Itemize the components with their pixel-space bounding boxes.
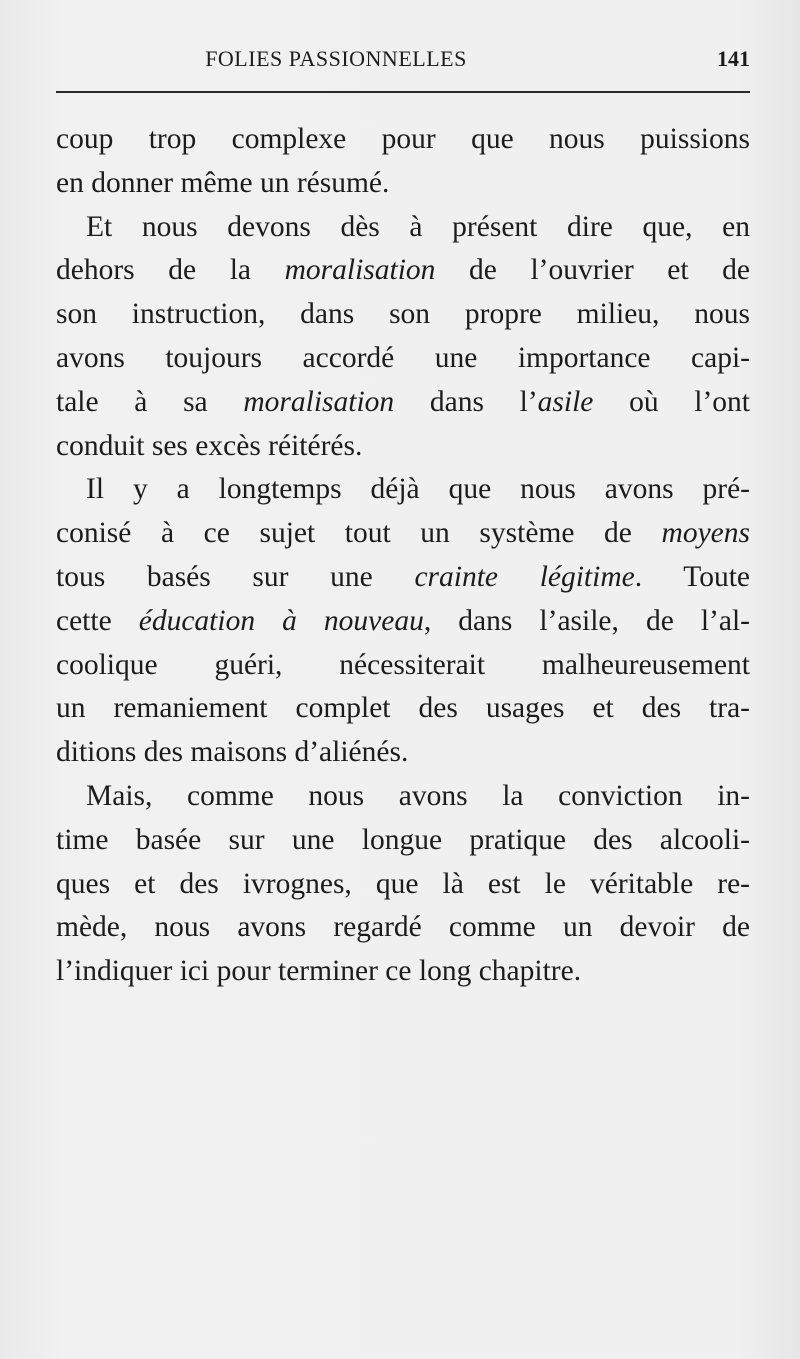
text-line: tale à sa moralisation dans l’asile où l’ont xyxy=(56,385,751,418)
text-line: Et nous devons dès à présent dire que, en xyxy=(86,210,750,243)
text-line: cette éducation à nouveau, dans l’asile, de l’al- xyxy=(56,604,750,637)
italic-text: moralisation xyxy=(284,254,436,287)
body-text xyxy=(56,118,750,994)
italic-text: éducation à nouveau xyxy=(138,604,424,637)
text-line: coolique guéri, nécessiterait malheureusement xyxy=(56,648,750,681)
paragraph xyxy=(56,118,750,206)
text-line: coup trop complexe pour que nous puissions xyxy=(56,123,750,155)
page-header xyxy=(56,44,750,74)
paragraph xyxy=(56,468,750,775)
text-line: son instruction, dans son propre milieu, nous xyxy=(56,298,750,331)
text-line: tous basés sur une crainte légitime. Toute xyxy=(56,560,750,593)
paragraph xyxy=(56,206,750,469)
text-line: un remaniement complet des usages et des tra- xyxy=(56,692,750,725)
text-line: ques et des ivrognes, que là est le véritable re- xyxy=(56,867,750,900)
running-title: FOLIES PASSIONNELLES xyxy=(205,46,467,71)
text-line: Mais, comme nous avons la conviction in- xyxy=(86,779,750,812)
text-line: avons toujours accordé une importance capi- xyxy=(56,341,750,374)
text-line: conduit ses excès réitérés. xyxy=(56,429,363,462)
italic-text: asile xyxy=(537,385,594,418)
italic-text: moralisation xyxy=(243,385,395,418)
text-line: dehors de la moralisation de l’ouvrier et de xyxy=(56,254,751,287)
italic-text: crainte légitime xyxy=(414,560,635,593)
text-line: conisé à ce sujet tout un système de moyens xyxy=(56,517,750,550)
text-line: time basée sur une longue pratique des alcooli- xyxy=(56,823,750,856)
page-number: 141 xyxy=(717,46,750,71)
text-line: en donner même un résumé. xyxy=(56,166,390,199)
paragraph xyxy=(56,775,750,994)
text-line: Il y a longtemps déjà que nous avons pré- xyxy=(86,473,750,506)
text-line: l’indiquer ici pour terminer ce long chapitre. xyxy=(56,955,582,988)
text-line: ditions des maisons d’aliénés. xyxy=(56,736,409,769)
italic-text: moyens xyxy=(661,517,750,550)
header-rule xyxy=(56,91,750,93)
text-line: mède, nous avons regardé comme un devoir de xyxy=(56,911,750,944)
